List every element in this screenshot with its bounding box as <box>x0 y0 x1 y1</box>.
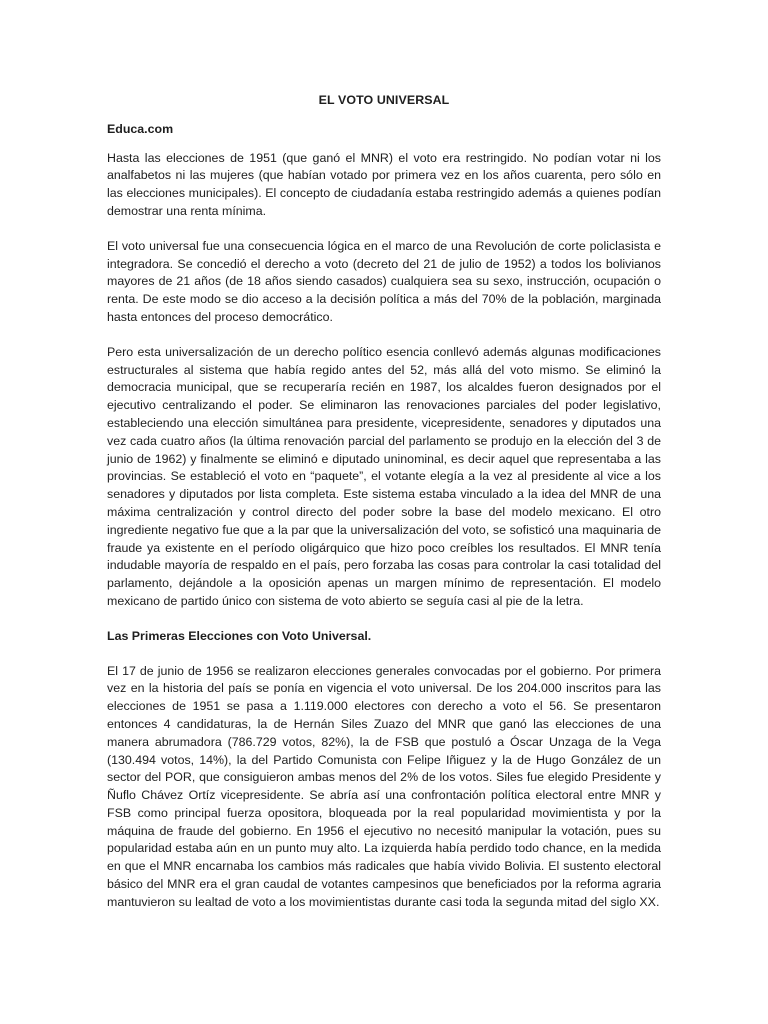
document-source: Educa.com <box>107 121 174 136</box>
paragraph-universal-vote: El voto universal fue una consecuencia lógica en el marco de una Revolución de corte policlasista e integradora. Se concedió el derecho a voto (decreto del 21 de julio de 1952) a todos los bolivianos mayores de 21 años (de 18 años siendo casados) cualquiera sea su sexo, instrucción, ocupación o renta. De este modo se dio acceso a la decisión política a más del 70% de la población, marginada hasta entonces del proceso democrático. <box>107 238 661 324</box>
paragraph-restricted-vote: Hasta las elecciones de 1951 (que ganó el MNR) el voto era restringido. No podían votar ni los analfabetos ni las mujeres (que habían votado por primera vez en los años cuarenta, pero sólo en las elecciones municipales). El concepto de ciudadanía estaba restringido además a quienes podían demostrar una renta mínima. <box>107 150 661 218</box>
paragraph-structural-changes: Pero esta universalización de un derecho político esencia conllevó además algunas modificaciones estructurales al sistema que había regido antes del 52, más allá del voto mismo. Se eliminó la democracia municipal, que se recuperaría recién en 1987, los alcaldes fueron designados por el ejecutivo centralizando el poder. Se eliminaron las renovaciones parciales del poder legislativo, estableciendo una elección simultánea para presidente, vicepresidente, senadores y diputados una vez cada cuatro años (la última renovación parcial del parlamento se produjo en la elección del 3 de junio de 1962) y finalmente se eliminó e diputado uninominal, es decir aquel que representaba a las provincias. Se estableció el voto en “paquete”, el votante elegía a la vez al presidente al vice a los senadores y diputados por lista completa. Este sistema estaba vinculado a la idea del MNR de una máxima centralización y control directo del poder sobre la base del modelo mexicano. El otro ingrediente negativo fue que a la par que la universalización del voto, se sofisticó una maquinaria de fraude ya existente en el período oligárquico que hizo poco creíbles los resultados. El MNR tenía indudable mayoría de respaldo en el país, pero forzaba las cosas para controlar la casi totalidad del parlamento, dejándole a la oposición apenas un margen mínimo de representación. El modelo mexicano de partido único con sistema de voto abierto se seguía casi al pie de la letra. <box>107 344 661 608</box>
section-heading: Las Primeras Elecciones con Voto Universal. <box>107 628 372 643</box>
document-title: EL VOTO UNIVERSAL <box>318 93 450 107</box>
paragraph-1956-elections: El 17 de junio de 1956 se realizaron elecciones generales convocadas por el gobierno. Por primera vez en la historia del país se ponía en vigencia el voto universal. De los 204.000 inscritos para las elecciones de 1951 se pasa a 1.119.000 electores con derecho a voto el 56. Se presentaron entonces 4 candidaturas, la de Hernán Siles Zuazo del MNR que ganó las elecciones de una manera abrumadora (786.729 votos, 82%), la de FSB que postuló a Óscar Unzaga de la Vega (130.494 votos, 14%), la del Partido Comunista con Felipe Iñiguez y la de Hugo González de un sector del POR, que consiguieron ambas menos del 2% de los votos. Siles fue elegido Presidente y Ñuflo Chávez Ortíz vicepresidente. Se abría así una confrontación política electoral entre MNR y FSB como principal fuerza opositora, bloqueada por la real popularidad movimientista y por la máquina de fraude del gobierno. En 1956 el ejecutivo no necesitó manipular la votación, pues su popularidad estaba aún en un punto muy alto. La izquierda había perdido todo chance, en la medida en que el MNR encarnaba los cambios más radicales que había vivido Bolivia. El sustento electoral básico del MNR era el gran caudal de votantes campesinos que beneficiados por la reforma agraria mantuvieron su lealtad de voto a los movimientistas durante casi toda la segunda mitad del siglo XX. <box>107 663 661 909</box>
document-page <box>107 92 661 929</box>
